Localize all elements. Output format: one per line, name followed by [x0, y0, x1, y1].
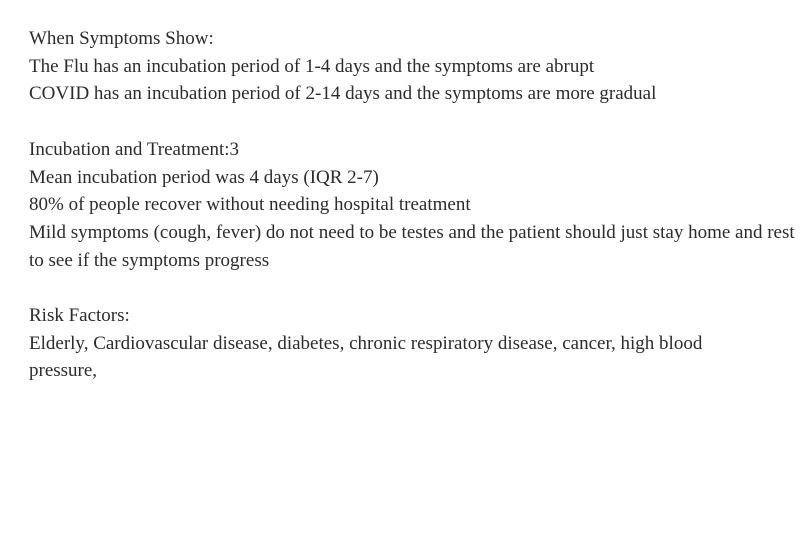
section-heading: Risk Factors: — [29, 305, 130, 326]
text-line: COVID has an incubation period of 2-14 days and the symptoms are more gradual — [29, 83, 657, 105]
text-line: Mean incubation period was 4 days (IQR 2-7) — [29, 166, 379, 188]
section-heading: Incubation and Treatment:3 — [29, 138, 240, 160]
document-body — [29, 25, 804, 385]
section-heading: When Symptoms Show: — [29, 28, 214, 49]
text-line: Elderly, Cardiovascular disease, diabetes, chronic respiratory disease, cancer, high blood pressure, — [29, 332, 703, 382]
text-line: The Flu has an incubation period of 1-4 days and the symptoms are abrupt — [29, 55, 595, 77]
section-incubation-and-treatment — [29, 136, 804, 275]
paragraph-spacer — [29, 108, 804, 136]
text-line: 80% of people recover without needing hospital treatment — [29, 194, 471, 216]
paragraph-spacer — [29, 274, 804, 302]
section-risk-factors — [29, 302, 804, 385]
text-line: Mild symptoms (cough, fever) do not need to be testes and the patient should just stay home and rest to see if the symptoms progress — [29, 221, 795, 271]
section-when-symptoms-show — [29, 25, 804, 108]
